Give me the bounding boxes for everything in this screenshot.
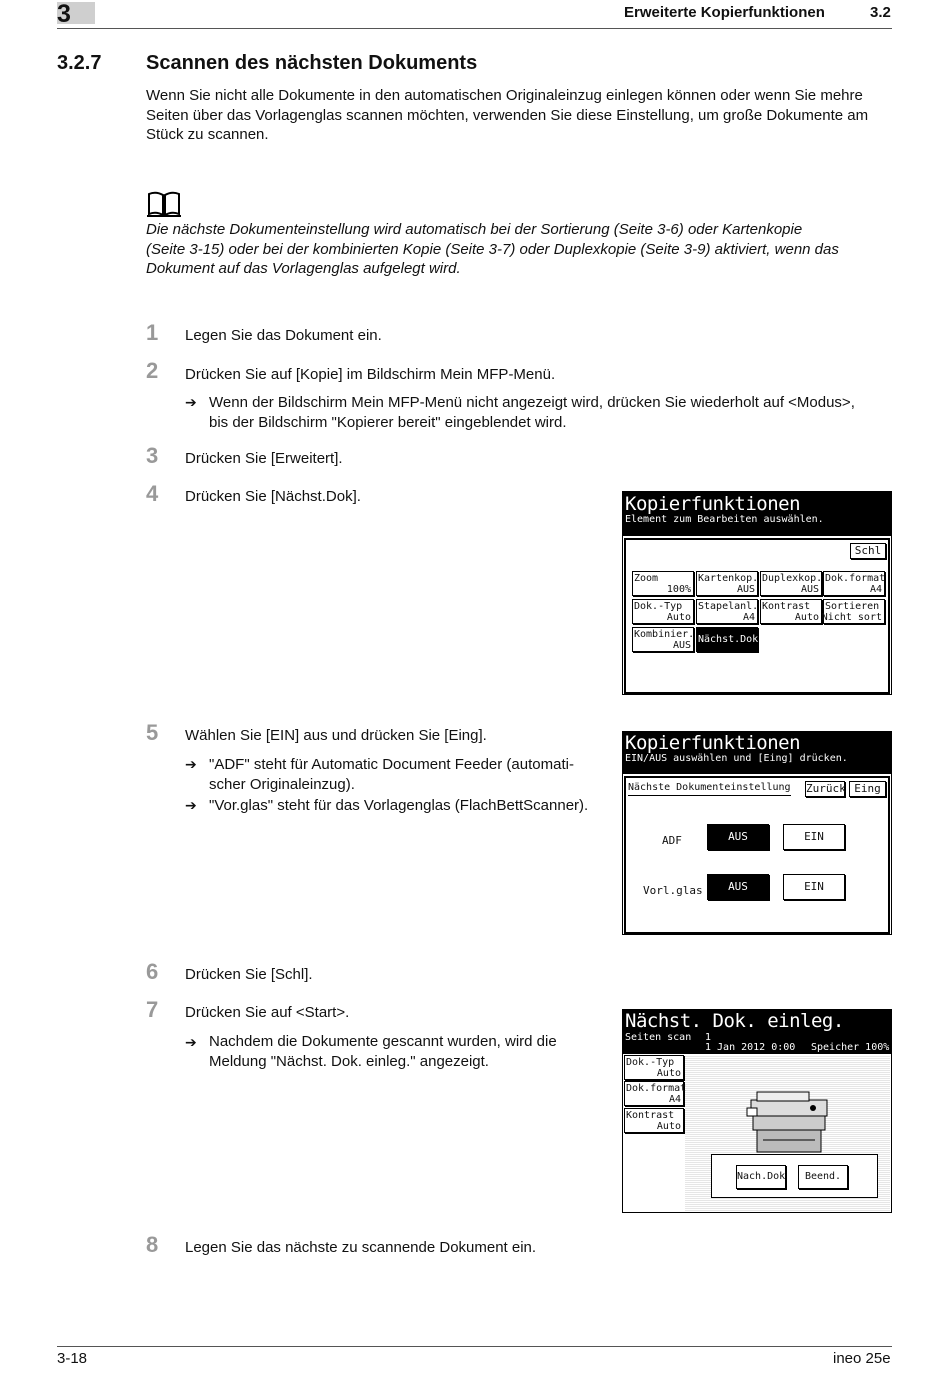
finish-button[interactable]: Beend. [798,1165,848,1189]
back-button[interactable]: Zurück [806,782,846,795]
step-text: Legen Sie das nächste zu scannende Dokument ein. [185,1239,537,1256]
doc-type-button[interactable] [624,1055,684,1080]
book-icon [146,190,182,223]
pages-scanned-label: Seiten scan [625,1032,692,1043]
subtext-line: bis der Bildschirm "Kopierer bereit" eingeblendet wird. [209,413,567,431]
adf-on-button[interactable]: EIN [783,824,845,850]
stack-feed-button[interactable] [696,599,758,624]
intro-line: Stück zu scannen. [146,126,269,143]
card-copy-button[interactable] [696,571,758,596]
contrast-button[interactable] [760,599,822,624]
copy-functions-screen [622,491,892,695]
subtext-line: "ADF" steht für Automatic Document Feeder (automati- [209,756,574,773]
step-subtext [209,1032,609,1071]
screen-subtitle: EIN/AUS auswählen und [Eing] drücken. [625,753,848,764]
subtext-line: Wenn der Bildschirm Mein MFP-Menü nicht angezeigt wird, drücken Sie wiederholt auf <Modus>, [209,394,855,411]
button-label: Stapelanl. [698,601,759,612]
note-text [146,220,886,279]
button-label: Dok.format [825,573,886,584]
button-value: AUS [672,640,691,651]
button-value: Auto [794,612,819,623]
step-subtext [209,393,899,432]
glass-label: Vorl.glas [643,884,703,897]
button-value: Auto [656,1068,681,1079]
subtext-line: scher Originaleinzug). [209,775,355,793]
header-title: Erweiterte Kopierfunktionen [624,4,825,21]
footer-divider [57,1346,892,1347]
step-text: Legen Sie das Dokument ein. [185,327,382,344]
button-label: Kontrast [762,601,811,612]
button-value: 100% [666,584,691,595]
step-number: 8 [146,1232,159,1257]
zoom-button[interactable] [632,571,694,596]
screen-header [623,492,891,536]
setting-label: Nächste Dokumenteinstellung [628,782,791,796]
button-label: Dok.-Typ [634,601,683,612]
step-text: Drücken Sie auf [Kopie] im Bildschirm Mein MFP-Menü. [185,366,556,383]
next-doc-button[interactable] [696,627,758,652]
button-label: Dok.-Typ [626,1057,675,1068]
step-subtext: "Vor.glas" steht für das Vorlagenglas (FlachBettScanner). [209,797,589,814]
next-doc-setting-screen [622,731,892,935]
button-value: AUS [736,584,755,595]
step-text: Drücken Sie [Erweitert]. [185,450,343,467]
button-label: Nächst.Dok [698,634,759,645]
step-number: 5 [146,720,159,745]
arrow-icon: ➔ [185,394,197,410]
step-number: 2 [146,358,159,383]
arrow-icon: ➔ [185,797,197,813]
combine-button[interactable] [632,627,694,652]
page-number: 3-18 [57,1350,88,1367]
step-subtext [209,755,609,794]
step-number: 6 [146,959,159,984]
button-label: Zoom [634,573,659,584]
step-text: Drücken Sie [Nächst.Dok]. [185,488,361,505]
button-value: A4 [742,612,755,623]
intro-line: Seiten über das Vorlagenglas scannen möchten, verwenden Sie diese Einstellung, um große Dokumente am [146,106,869,124]
pages-scanned-value: 1 [705,1032,712,1043]
step-text: Drücken Sie [Schl]. [185,966,313,983]
screen-title: Nächst. Dok. einleg. [625,1010,844,1032]
button-value: AUS [800,584,819,595]
step-text: Drücken Sie auf <Start>. [185,1004,350,1021]
note-line: (Seite 3-15) oder bei der kombinierten Kopie (Seite 3-7) oder Duplexkopie (Seite 3-9) aktiviert, wenn das [146,240,839,258]
button-value: Auto [656,1121,681,1132]
screen-title: Kopierfunktionen [625,493,801,515]
button-label: Dok.format [626,1083,687,1094]
header-section: 3.2 [870,4,891,21]
adf-off-button[interactable]: AUS [707,824,769,850]
button-label: Duplexkop. [762,573,823,584]
step-number: 1 [146,320,159,345]
screen-title: Kopierfunktionen [625,732,801,754]
step-number: 7 [146,997,159,1022]
sort-button[interactable] [823,599,885,624]
screen-panel [624,538,890,694]
doc-type-button[interactable] [632,599,694,624]
doc-format-button[interactable] [624,1081,687,1106]
next-doc-button[interactable]: Nach.Dok [736,1165,786,1189]
glass-off-button[interactable]: AUS [707,874,769,900]
button-value: Nicht sort [821,612,882,623]
prompt-dialog [711,1154,878,1198]
step-number: 4 [146,481,159,506]
intro-paragraph [146,86,896,145]
doc-format-button[interactable] [823,571,885,596]
duplex-copy-button[interactable] [760,571,822,596]
glass-on-button[interactable]: EIN [783,874,845,900]
arrow-icon: ➔ [185,756,197,772]
screen-panel [624,776,890,934]
product-name: ineo 25e [833,1350,891,1367]
note-line: Dokument auf das Vorlagenglas aufgelegt wird. [146,260,461,277]
step-text: Wählen Sie [EIN] aus und drücken Sie [Eing]. [185,727,487,744]
screen-subtitle: Element zum Bearbeiten auswählen. [625,514,824,525]
close-button[interactable]: Schl [850,543,886,559]
section-title: Scannen des nächsten Dokuments [146,52,478,74]
contrast-button[interactable] [624,1108,684,1133]
arrow-icon: ➔ [185,1034,197,1050]
screen-header [623,1010,891,1054]
button-label: Kombinier. [634,629,695,640]
memory-status: Speicher 100% [811,1042,890,1053]
intro-line: Wenn Sie nicht alle Dokumente in den automatischen Originaleinzug einlegen können oder wenn Sie mehre [146,87,863,104]
step-number: 3 [146,443,159,468]
adf-label: ADF [662,834,682,847]
screen-header [623,732,891,774]
button-value: Auto [666,612,691,623]
button-label: Kontrast [626,1110,675,1121]
button-label: Kartenkop. [698,573,759,584]
button-label: Sortieren [825,601,880,612]
enter-button[interactable]: Eing [849,781,886,797]
next-doc-load-screen [622,1009,892,1213]
subtext-line: Meldung "Nächst. Dok. einleg." angezeigt. [209,1052,489,1070]
subtext-line: Nachdem die Dokumente gescannt wurden, wird die [209,1033,557,1050]
datetime: 1 Jan 2012 0:00 [705,1042,796,1053]
button-value: A4 [668,1094,681,1105]
note-line: Die nächste Dokumenteinstellung wird automatisch bei der Sortierung (Seite 3-6) oder Kartenkopie [146,221,803,238]
button-value: A4 [869,584,882,595]
section-number: 3.2.7 [57,52,102,74]
header-divider [57,28,892,29]
chapter-number: 3 [57,0,71,28]
